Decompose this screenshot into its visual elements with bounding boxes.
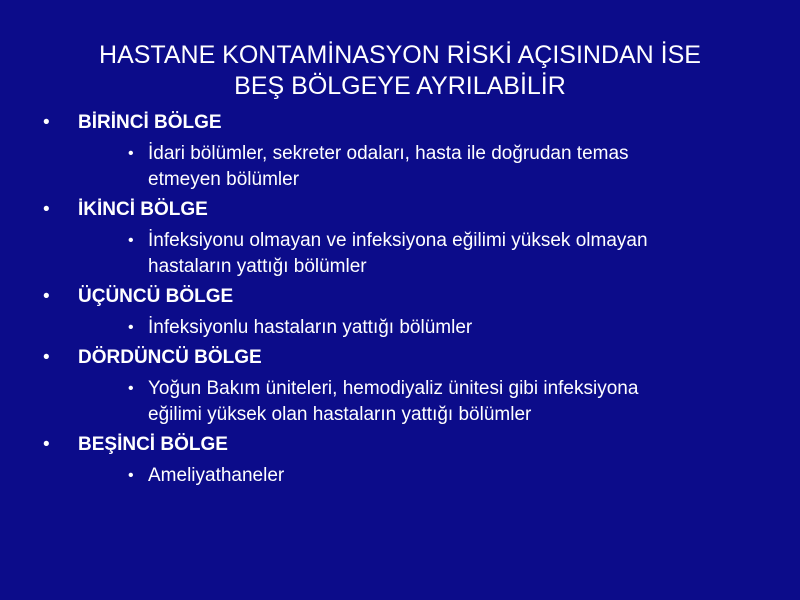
list-item [0,432,800,489]
bullet-icon: • [43,199,50,220]
list-item [0,110,800,193]
zone-detail-line: İdari bölümler, sekreter odaları, hasta ile doğrudan temas [148,143,629,164]
zone-heading [0,197,800,223]
zone-heading-text: DÖRDÜNCÜ BÖLGE [78,347,262,368]
zone-detail-line: Yoğun Bakım üniteleri, hemodiyaliz ünitesi gibi infeksiyona [148,378,639,399]
bullet-icon: • [128,467,134,484]
bullet-icon: • [128,145,134,162]
list-item [0,345,800,428]
zone-heading-text: BİRİNCİ BÖLGE [78,112,222,133]
zone-detail-line: İnfeksiyonu olmayan ve infeksiyona eğilimi yüksek olmayan [148,230,648,251]
list-item [0,284,800,341]
bullet-icon: • [43,434,50,455]
bullet-icon: • [43,347,50,368]
bullet-icon: • [43,286,50,307]
zone-heading-text: İKİNCİ BÖLGE [78,199,208,220]
zone-detail-line: Ameliyathaneler [148,465,285,486]
zone-list [0,110,800,493]
zone-heading-text: ÜÇÜNCÜ BÖLGE [78,286,234,307]
list-item [0,197,800,280]
zone-heading-text: BEŞİNCİ BÖLGE [78,434,228,455]
zone-heading [0,345,800,371]
title-line-2: BEŞ BÖLGEYE AYRILABİLİR [234,72,566,100]
bullet-icon: • [43,112,50,133]
zone-detail [0,228,800,280]
zone-detail-line: İnfeksiyonlu hastaların yattığı bölümler [148,317,473,338]
zone-heading [0,284,800,310]
title-line-1: HASTANE KONTAMİNASYON RİSKİ AÇISINDAN İSE [99,41,701,69]
zone-detail-line: etmeyen bölümler [148,169,300,190]
zone-heading [0,110,800,136]
zone-detail [0,376,800,428]
bullet-icon: • [128,232,134,249]
zone-detail-line: eğilimi yüksek olan hastaların yattığı bölümler [148,404,532,425]
bullet-icon: • [128,380,134,397]
zone-detail [0,141,800,193]
zone-heading [0,432,800,458]
slide-title [40,40,760,102]
bullet-icon: • [128,319,134,336]
zone-detail-line: hastaların yattığı bölümler [148,256,367,277]
zone-detail [0,463,800,489]
zone-detail [0,315,800,341]
